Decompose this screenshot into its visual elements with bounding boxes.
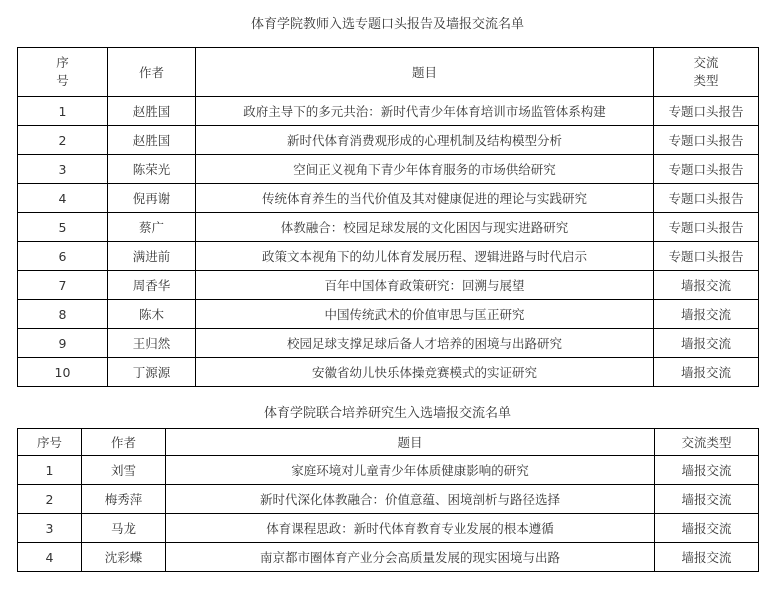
cell-number: 7 bbox=[18, 271, 108, 300]
cell-author: 陈木 bbox=[108, 300, 196, 329]
cell-author: 周香华 bbox=[108, 271, 196, 300]
table-row bbox=[18, 184, 759, 213]
cell-author: 沈彩蝶 bbox=[82, 543, 166, 572]
table-header-row bbox=[18, 429, 759, 456]
header-number-line1: 序 bbox=[56, 55, 69, 70]
cell-type: 专题口头报告 bbox=[654, 184, 759, 213]
table-row bbox=[18, 358, 759, 387]
table-row bbox=[18, 514, 759, 543]
cell-number: 8 bbox=[18, 300, 108, 329]
cell-type: 专题口头报告 bbox=[654, 155, 759, 184]
table-row bbox=[18, 300, 759, 329]
cell-number: 10 bbox=[18, 358, 108, 387]
header-number-line2: 号 bbox=[56, 73, 69, 88]
cell-title: 百年中国体育政策研究：回溯与展望 bbox=[196, 271, 654, 300]
table-row bbox=[18, 213, 759, 242]
cell-type: 墙报交流 bbox=[655, 456, 759, 485]
cell-author: 丁源源 bbox=[108, 358, 196, 387]
header-type: 交流类型 bbox=[655, 429, 759, 456]
cell-number: 1 bbox=[18, 97, 108, 126]
cell-title: 安徽省幼儿快乐体操竞赛模式的实证研究 bbox=[196, 358, 654, 387]
cell-type: 专题口头报告 bbox=[654, 126, 759, 155]
cell-title: 新时代体育消费观形成的心理机制及结构模型分析 bbox=[196, 126, 654, 155]
cell-title: 体育课程思政：新时代体育教育专业发展的根本遵循 bbox=[166, 514, 655, 543]
cell-type: 专题口头报告 bbox=[654, 213, 759, 242]
table-row bbox=[18, 456, 759, 485]
table-row bbox=[18, 126, 759, 155]
cell-number: 4 bbox=[18, 543, 82, 572]
table-header-row bbox=[18, 48, 759, 97]
header-author: 作者 bbox=[108, 48, 196, 97]
cell-type: 墙报交流 bbox=[654, 300, 759, 329]
cell-number: 1 bbox=[18, 456, 82, 485]
cell-author: 梅秀萍 bbox=[82, 485, 166, 514]
table-row bbox=[18, 271, 759, 300]
cell-type: 墙报交流 bbox=[654, 329, 759, 358]
cell-number: 3 bbox=[18, 514, 82, 543]
header-title: 题目 bbox=[196, 48, 654, 97]
cell-title: 新时代深化体教融合：价值意蕴、困境剖析与路径选择 bbox=[166, 485, 655, 514]
cell-title: 空间正义视角下青少年体育服务的市场供给研究 bbox=[196, 155, 654, 184]
header-type bbox=[654, 48, 759, 97]
cell-title: 家庭环境对儿童青少年体质健康影响的研究 bbox=[166, 456, 655, 485]
cell-title: 南京都市圈体育产业分会高质量发展的现实困境与出路 bbox=[166, 543, 655, 572]
cell-title: 政府主导下的多元共治：新时代青少年体育培训市场监管体系构建 bbox=[196, 97, 654, 126]
cell-type: 墙报交流 bbox=[654, 271, 759, 300]
cell-title: 政策文本视角下的幼儿体育发展历程、逻辑进路与时代启示 bbox=[196, 242, 654, 271]
cell-author: 蔡广 bbox=[108, 213, 196, 242]
cell-number: 4 bbox=[18, 184, 108, 213]
table-row bbox=[18, 97, 759, 126]
cell-number: 2 bbox=[18, 485, 82, 514]
cell-title: 中国传统武术的价值审思与匡正研究 bbox=[196, 300, 654, 329]
header-number: 序号 bbox=[18, 429, 82, 456]
cell-author: 赵胜国 bbox=[108, 126, 196, 155]
cell-author: 倪再谢 bbox=[108, 184, 196, 213]
cell-author: 刘雪 bbox=[82, 456, 166, 485]
cell-author: 马龙 bbox=[82, 514, 166, 543]
header-author: 作者 bbox=[82, 429, 166, 456]
cell-title: 校园足球支撑足球后备人才培养的困境与出路研究 bbox=[196, 329, 654, 358]
cell-type: 墙报交流 bbox=[654, 358, 759, 387]
cell-author: 满进前 bbox=[108, 242, 196, 271]
table-row bbox=[18, 329, 759, 358]
cell-number: 5 bbox=[18, 213, 108, 242]
cell-number: 9 bbox=[18, 329, 108, 358]
cell-type: 专题口头报告 bbox=[654, 242, 759, 271]
cell-number: 3 bbox=[18, 155, 108, 184]
header-number bbox=[18, 48, 108, 97]
cell-type: 墙报交流 bbox=[655, 485, 759, 514]
cell-type: 墙报交流 bbox=[655, 514, 759, 543]
header-title: 题目 bbox=[166, 429, 655, 456]
header-type-line1: 交流 bbox=[693, 55, 719, 70]
cell-title: 传统体育养生的当代价值及其对健康促进的理论与实践研究 bbox=[196, 184, 654, 213]
teacher-selection-table bbox=[17, 47, 759, 387]
cell-number: 6 bbox=[18, 242, 108, 271]
cell-title: 体教融合：校园足球发展的文化困因与现实进路研究 bbox=[196, 213, 654, 242]
cell-type: 墙报交流 bbox=[655, 543, 759, 572]
cell-author: 王归然 bbox=[108, 329, 196, 358]
table-row bbox=[18, 155, 759, 184]
table-row bbox=[18, 242, 759, 271]
table2-caption: 体育学院联合培养研究生入选墙报交流名单 bbox=[263, 406, 511, 421]
graduate-selection-table bbox=[17, 428, 759, 572]
cell-type: 专题口头报告 bbox=[654, 97, 759, 126]
table-row bbox=[18, 543, 759, 572]
cell-author: 陈荣光 bbox=[108, 155, 196, 184]
table1-caption: 体育学院教师入选专题口头报告及墙报交流名单 bbox=[250, 17, 524, 32]
cell-author: 赵胜国 bbox=[108, 97, 196, 126]
cell-number: 2 bbox=[18, 126, 108, 155]
header-type-line2: 类型 bbox=[693, 73, 719, 88]
table-row bbox=[18, 485, 759, 514]
